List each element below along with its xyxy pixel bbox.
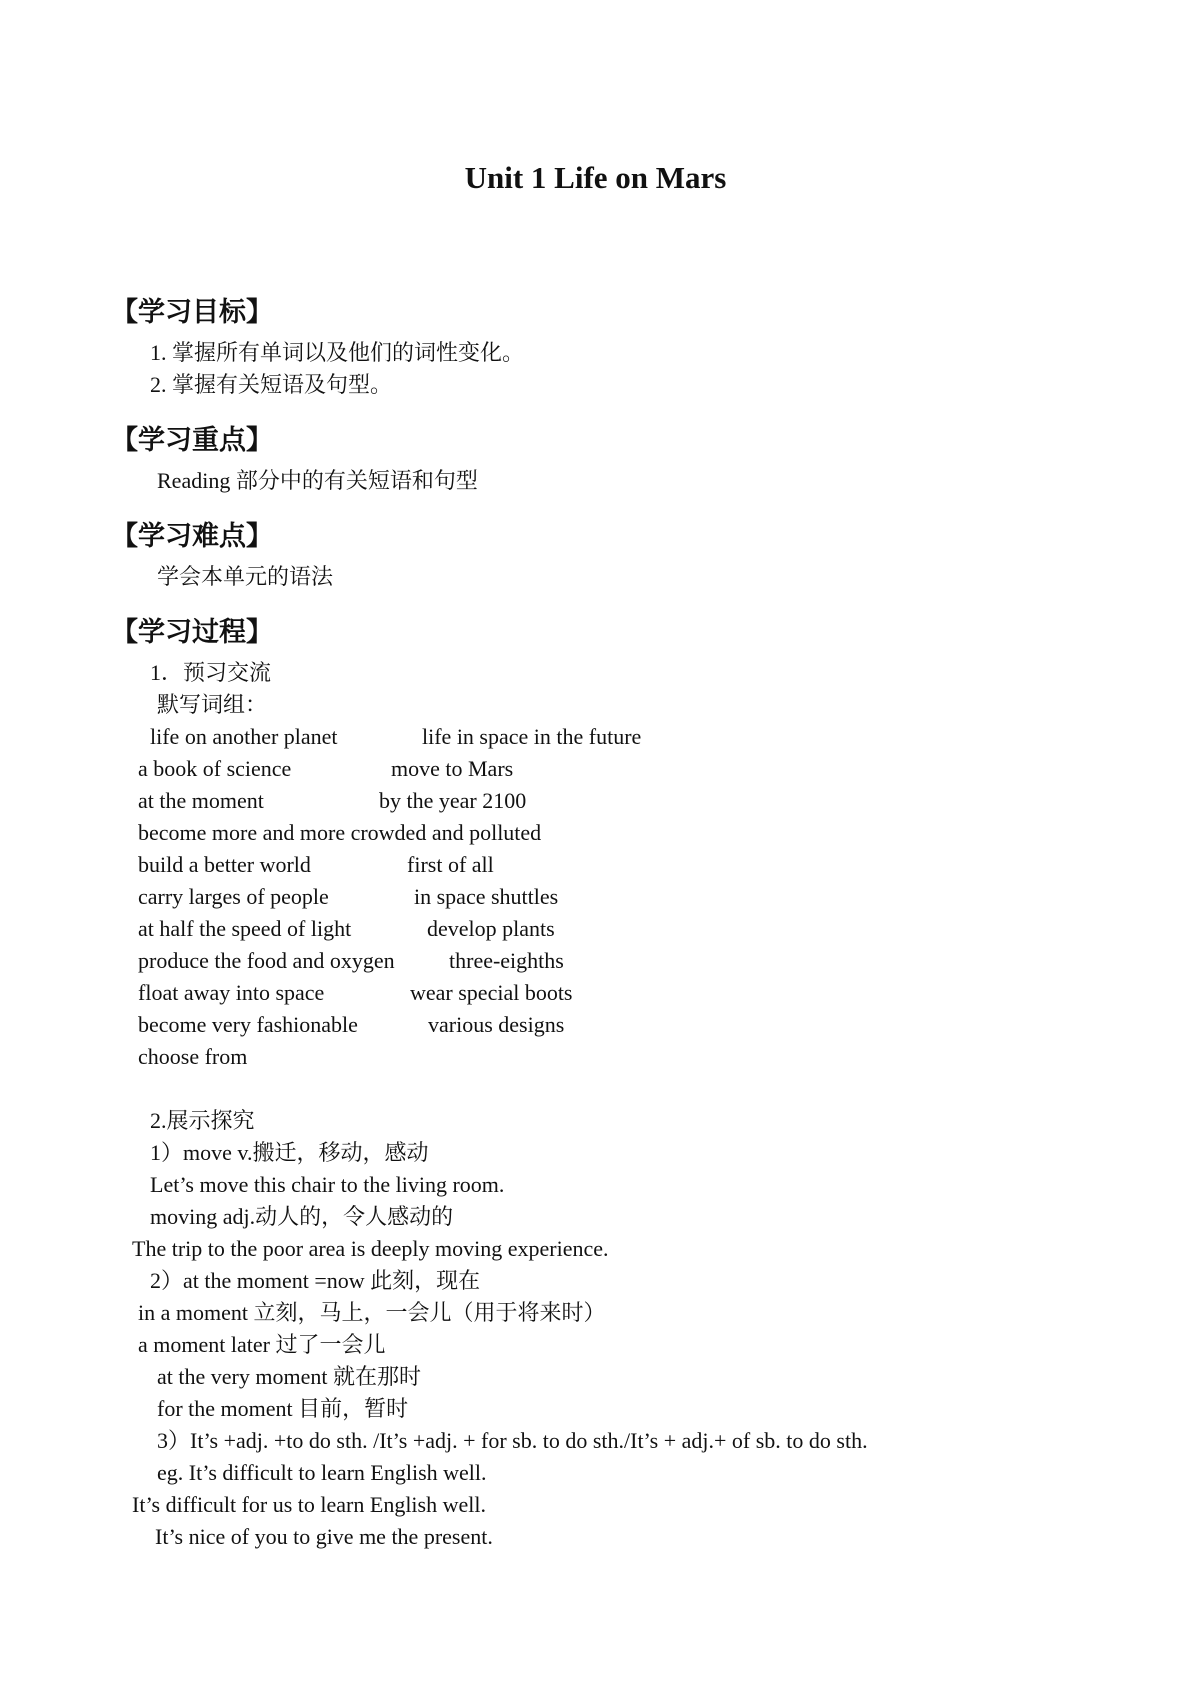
explanation-line: The trip to the poor area is deeply moving experience. bbox=[132, 1236, 609, 1261]
step2-title: 2.展示探究 bbox=[150, 1108, 255, 1133]
phrase-right: develop plants bbox=[427, 916, 555, 941]
explanation-line: It’s nice of you to give me the present. bbox=[155, 1524, 493, 1549]
explanation-line: for the moment 目前，暂时 bbox=[157, 1396, 409, 1421]
objective-item: 2. 掌握有关短语及句型。 bbox=[150, 372, 393, 397]
phrase-left: build a better world bbox=[138, 852, 311, 877]
phrase-left: at the moment bbox=[138, 788, 264, 813]
section-heading-key-points: 【学习重点】 bbox=[111, 425, 273, 456]
phrase-right: move to Mars bbox=[391, 756, 514, 781]
section-heading-objectives: 【学习目标】 bbox=[111, 297, 273, 328]
phrase-left: become more and more crowded and polluted bbox=[138, 820, 542, 845]
phrase-right: in space shuttles bbox=[414, 884, 559, 909]
explanation-line: at the very moment 就在那时 bbox=[157, 1364, 421, 1389]
phrase-left: at half the speed of light bbox=[138, 916, 352, 941]
objective-item: 1. 掌握所有单词以及他们的词性变化。 bbox=[150, 340, 525, 365]
explanation-line: 3）It’s +adj. +to do sth. /It’s +adj. + for sb. to do sth./It’s + adj.+ of sb. to do sth. bbox=[157, 1428, 868, 1453]
explanation-line: in a moment 立刻，马上，一会儿（用于将来时） bbox=[138, 1300, 606, 1325]
phrase-right: life in space in the future bbox=[422, 724, 642, 749]
section-heading-process: 【学习过程】 bbox=[111, 617, 273, 648]
key-points-text: Reading 部分中的有关短语和句型 bbox=[157, 468, 478, 493]
phrase-left: float away into space bbox=[138, 980, 325, 1005]
phrase-left: produce the food and oxygen bbox=[138, 948, 395, 973]
phrase-left: a book of science bbox=[138, 756, 292, 781]
phrase-left: become very fashionable bbox=[138, 1012, 358, 1037]
phrase-left: carry larges of people bbox=[138, 884, 329, 909]
phrase-right: various designs bbox=[428, 1012, 565, 1037]
phrase-right: by the year 2100 bbox=[379, 788, 527, 813]
explanation-line: eg. It’s difficult to learn English well. bbox=[157, 1460, 487, 1485]
difficulties-text: 学会本单元的语法 bbox=[157, 564, 334, 589]
step1-subtitle: 默写词组： bbox=[157, 692, 268, 717]
document-title: Unit 1 Life on Mars bbox=[464, 160, 727, 195]
explanation-line: 2）at the moment =now 此刻，现在 bbox=[150, 1268, 481, 1293]
phrase-right: first of all bbox=[407, 852, 494, 877]
explanation-line: Let’s move this chair to the living room. bbox=[150, 1172, 505, 1197]
phrase-right: three-eighths bbox=[449, 948, 564, 973]
section-heading-difficulties: 【学习难点】 bbox=[111, 521, 273, 552]
phrase-left: choose from bbox=[138, 1044, 248, 1069]
step1-title: 1．预习交流 bbox=[150, 660, 272, 685]
explanation-line: moving adj.动人的，令人感动的 bbox=[150, 1204, 454, 1229]
explanation-line: a moment later 过了一会儿 bbox=[138, 1332, 386, 1357]
explanation-line: 1）move v.搬迁，移动，感动 bbox=[150, 1140, 429, 1165]
phrase-left: life on another planet bbox=[150, 724, 338, 749]
phrase-right: wear special boots bbox=[410, 980, 573, 1005]
explanation-line: It’s difficult for us to learn English well. bbox=[132, 1492, 486, 1517]
